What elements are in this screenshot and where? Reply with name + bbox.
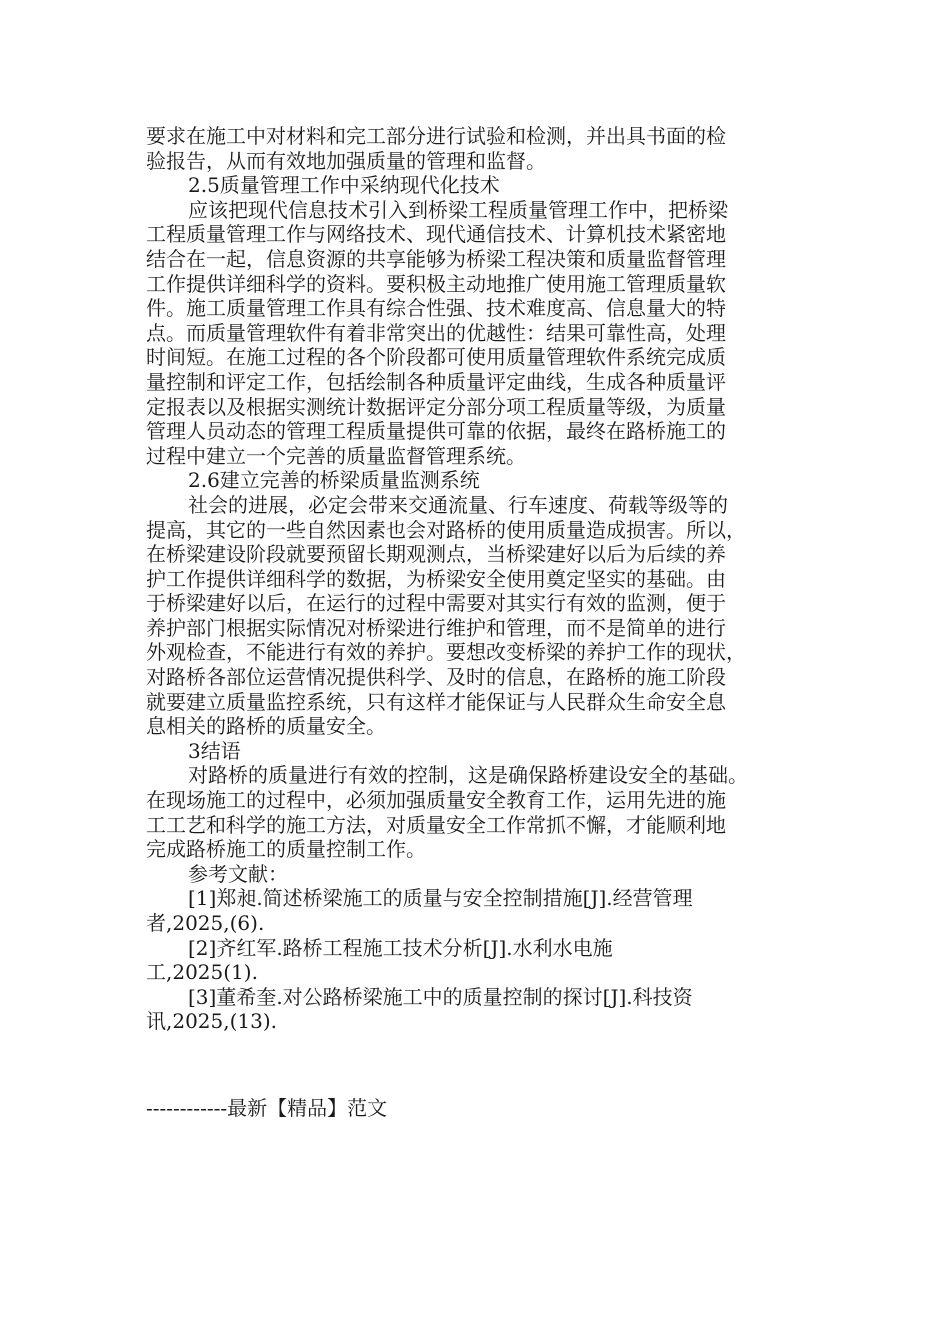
text-line: 于桥梁建好以后，在运行的过程中需要对其实行有效的监测，便于 [146,591,726,616]
text-line: 完成路桥施工的质量控制工作。 [146,837,426,862]
text-line: 结合在一起，信息资源的共享能够为桥梁工程决策和质量监督管理 [146,246,726,271]
footer-banner: ------------最新【精品】范文 [146,1096,388,1120]
text-line: 参考文献： [188,861,288,886]
text-line: [3]董希奎.对公路桥梁施工中的质量控制的探讨[J].科技资 [188,984,693,1009]
text-line: 件。施工质量管理工作具有综合性强、技术难度高、信息量大的特 [146,296,726,321]
text-line: 工程质量管理工作与网络技术、现代通信技术、计算机技术紧密地 [146,222,726,247]
text-line: 量控制和评定工作，包括绘制各种质量评定曲线，生成各种质量评 [146,369,726,394]
text-line: 应该把现代信息技术引入到桥梁工程质量管理工作中，把桥梁 [188,197,728,222]
text-line: 提高，其它的一些自然因素也会对路桥的使用质量造成损害。所以， [146,517,746,542]
text-line: 过程中建立一个完善的质量监督管理系统。 [146,443,526,468]
text-line: 讯,2025,(13). [146,1009,278,1034]
text-line: 者,2025,(6). [146,911,265,935]
text-line: 管理人员动态的管理工程质量提供可靠的依据，最终在路桥施工的 [146,419,726,444]
text-line: 时间短。在施工过程的各个阶段都可使用质量管理软件系统完成质 [146,345,726,370]
text-line: 息相关的路桥的质量安全。 [146,714,386,739]
text-line: 点。而质量管理软件有着非常突出的优越性：结果可靠性高，处理 [146,320,726,345]
text-line: 社会的进展，必定会带来交通流量、行车速度、荷载等级等的 [188,492,728,517]
text-line: 在桥梁建设阶段就要预留长期观测点，当桥梁建好以后为后续的养 [146,542,726,567]
text-line: 就要建立质量监控系统，只有这样才能保证与人民群众生命安全息 [146,689,726,714]
text-line: 工,2025(1). [146,960,258,985]
text-line: 对路桥各部位运营情况提供科学、及时的信息，在路桥的施工阶段 [146,665,726,690]
text-line: 养护部门根据实际情况对桥梁进行维护和管理，而不是简单的进行 [146,615,726,640]
text-line: 工作提供详细科学的资料。要积极主动地推广使用施工管理质量软 [146,271,726,296]
text-line: 2.6建立完善的桥梁质量监测系统 [188,468,480,493]
text-line: 2.5质量管理工作中采纳现代化技术 [188,173,500,198]
text-line: [2]齐红军.路桥工程施工技术分析[J].水利水电施 [188,935,613,960]
text-line: 验报告，从而有效地加强质量的管理和监督。 [146,148,546,173]
text-line: 定报表以及根据实测统计数据评定分部分项工程质量等级，为质量 [146,394,726,419]
document-body [146,124,810,1034]
text-line: 工工艺和科学的施工方法，对质量安全工作常抓不懈，才能顺利地 [146,812,726,837]
text-line: 对路桥的质量进行有效的控制，这是确保路桥建设安全的基础。 [188,763,748,788]
text-line: 要求在施工中对材料和完工部分进行试验和检测，并出具书面的检 [146,124,726,148]
text-line: 在现场施工的过程中，必须加强质量安全教育工作，运用先进的施 [146,788,726,813]
text-line: 外观检查，不能进行有效的养护。要想改变桥梁的养护工作的现状， [146,640,746,665]
text-line: 3结语 [188,738,241,763]
text-line: 护工作提供详细科学的数据，为桥梁安全使用奠定坚实的基础。由 [146,566,726,591]
text-line: [1]郑昶.简述桥梁施工的质量与安全控制措施[J].经营管理 [188,886,693,911]
